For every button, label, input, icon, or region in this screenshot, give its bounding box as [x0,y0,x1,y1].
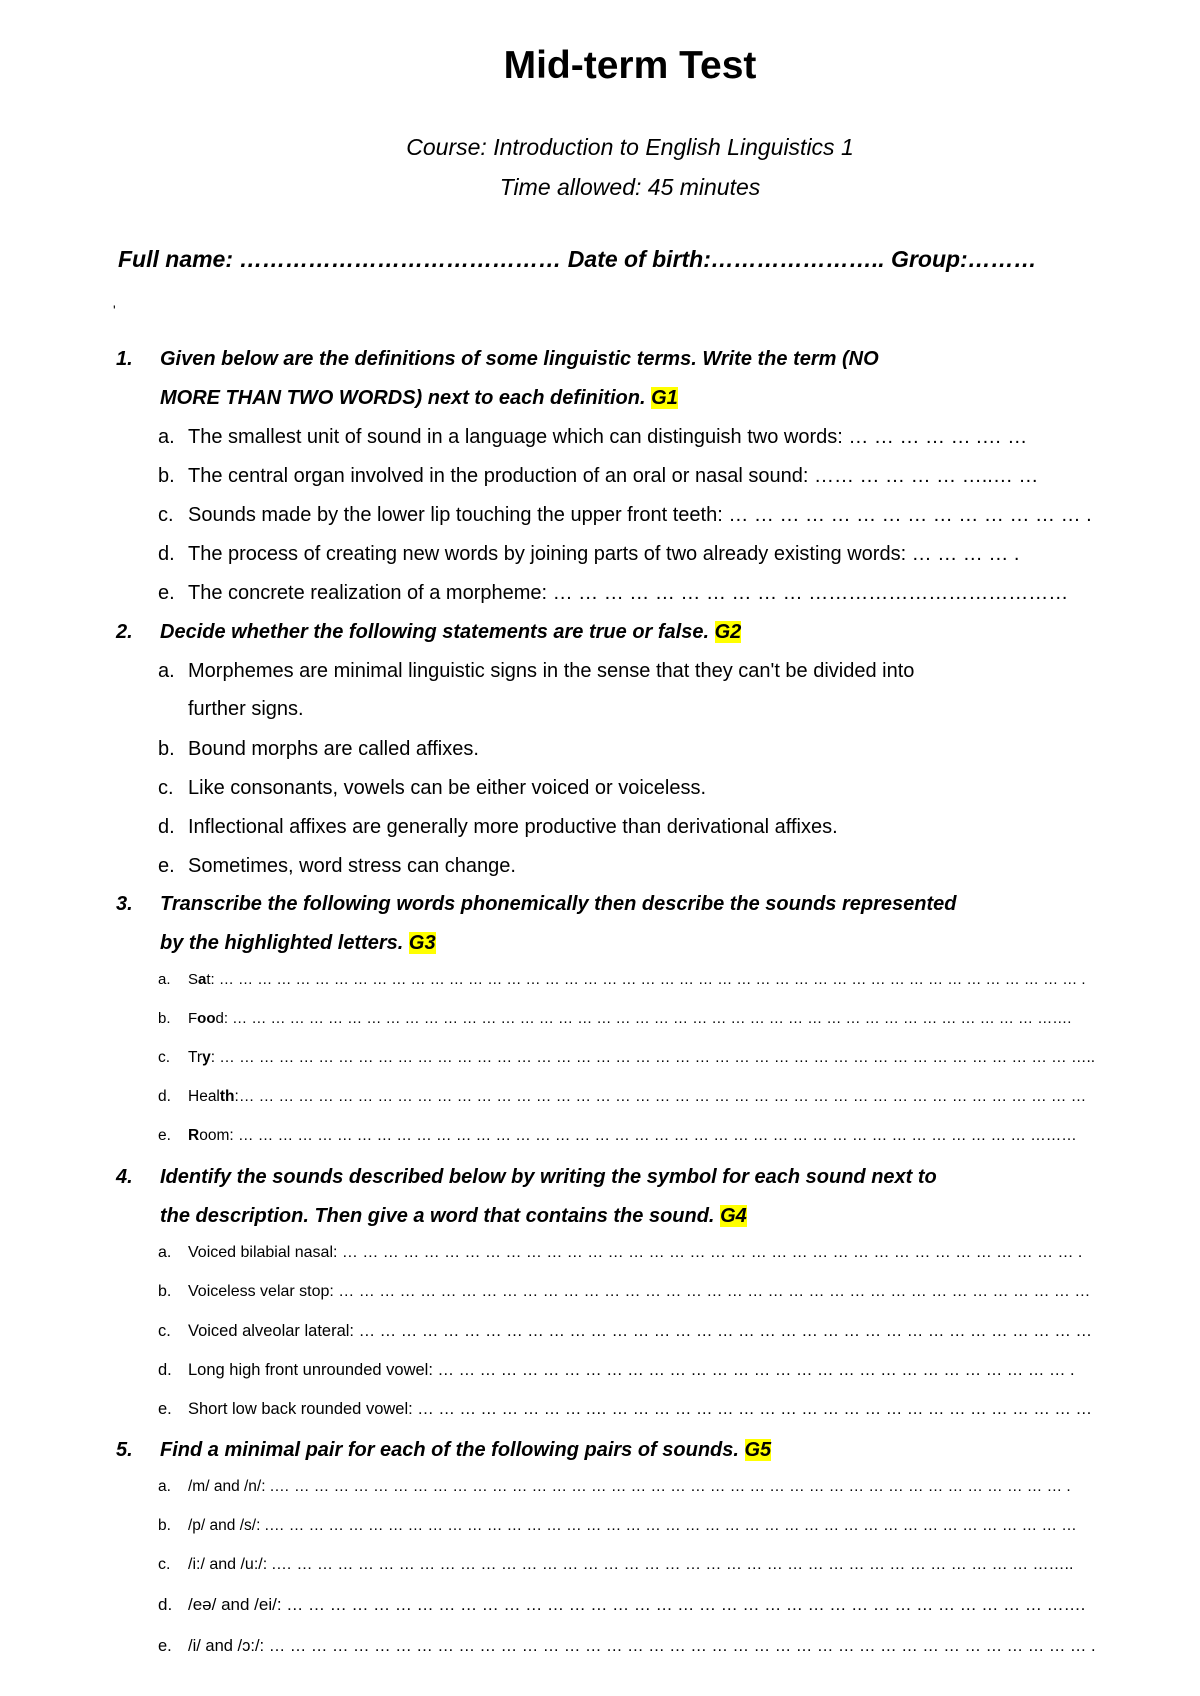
question-text: the description. Then give a word that contains the sound. [160,1205,715,1227]
group-tag: G2 [714,621,742,643]
group-tag: G3 [408,932,436,954]
highlighted-letters: R [188,1127,200,1144]
item-letter: a. [158,426,175,448]
question-number: 4. [116,1166,133,1188]
item-letter: c. [158,1556,171,1573]
q5-item-a [158,1478,1071,1496]
item-letter: b. [158,1010,171,1027]
q5-item-d [158,1595,1085,1615]
item-letter: e. [158,1400,172,1418]
item-text: /i:/ and /u:/: .… … … … … … … … … … … … … … … … … … … … … … … … … … … … … … … … … … … … … …….. [188,1556,1074,1573]
item-letter: c. [158,1322,171,1340]
q2-item-d [158,816,838,839]
student-info-fields: Full name: …………………………………… Date of birth:………………….. Group:……… [118,246,1037,272]
q1-item-d [158,543,1019,566]
highlighted-letters: a [198,971,207,988]
q1-item-b [158,465,1038,488]
q5-item-e [158,1637,1096,1656]
word-start: F [188,1010,198,1027]
item-text: Morphemes are minimal linguistic signs in the sense that they can't be divided into [188,660,915,682]
page-title: Mid-term Test [503,44,757,87]
q3-item-b [158,1010,1071,1027]
question-text: Decide whether the following statements are true or false. [160,621,710,643]
word-start: Heal [188,1088,220,1105]
item-letter: b. [158,465,175,487]
q2-item-e [158,855,516,878]
item-letter: b. [158,738,175,760]
stray-mark: ' [113,302,116,318]
course-line: Course: Introduction to English Linguistics 1 [406,134,854,160]
item-letter: e. [158,1637,172,1655]
item-letter: d. [158,543,175,565]
q1-item-a [158,426,1027,449]
q1-item-c [158,504,1092,527]
item-letter: c. [158,504,174,526]
group-tag: G1 [651,387,678,409]
question-number: 1. [116,348,133,370]
item-text: Voiceless velar stop: … … … … … … … … … … … … … … … … … … … … … … … … … … … … … … … … … … … … … [188,1283,1091,1300]
q3-item-e [158,1127,1077,1145]
answer-line: d: … … … … … … … … … … … … … … … … … … … … … … … … … … … … … … … … … … … … … … … … … … ……. [215,1010,1072,1027]
q2-item-c [158,777,706,800]
item-text: /i/ and /ɔ:/: … … … … … … … … … … … … … … … … … … … … … … … … … … … … … … … … … … … … … … … . [188,1637,1096,1655]
item-letter: a. [158,1478,171,1495]
item-text: Sounds made by the lower lip touching the upper front teeth: … … … … … … … … … … … … … … . [188,504,1092,526]
highlighted-letters: th [219,1088,235,1105]
group-tag: G5 [744,1439,772,1461]
item-text: Short low back rounded vowel: … … … … … … … … .… … … … … … … … … … … … … … … … … … … … … … … … [188,1400,1092,1418]
item-letter: e. [158,1127,171,1144]
item-letter: a. [158,660,175,682]
question-text: Identify the sounds described below by writing the symbol for each sound next to [160,1166,937,1188]
item-letter: c. [158,777,174,799]
item-letter: e. [158,855,175,877]
highlighted-letters: y [202,1049,211,1066]
item-text: Like consonants, vowels can be either voiced or voiceless. [188,777,707,799]
item-letter: d. [158,1088,171,1105]
item-text-continued: further signs. [188,698,304,720]
q4-item-e [158,1400,1092,1419]
answer-line: :… … … … … … … … … … … … … … … … … … … … … … … … … … … … … … … … … … … … … … … … … … … [234,1088,1087,1105]
question-text: MORE THAN TWO WORDS) next to each definition. [160,387,646,409]
item-letter: d. [158,1361,172,1379]
time-allowed-line: Time allowed: 45 minutes [499,174,761,200]
item-text: The process of creating new words by joining parts of two already existing words: … … … … . [188,543,1020,565]
q4-item-a [158,1244,1082,1262]
answer-line: oom: … … … … … … … … … … … … … … … … … … … … … … … … … … … … … … … … … … … … … … … … ……… [199,1127,1077,1144]
question-text: by the highlighted letters. [160,932,404,954]
item-letter: d. [158,1595,173,1614]
item-text: Inflectional affixes are generally more productive than derivational affixes. [188,816,838,838]
q3-item-d [158,1088,1086,1106]
q4-item-b [158,1283,1090,1301]
question-number: 3. [116,893,133,915]
item-letter: d. [158,816,175,838]
q5-item-c [158,1556,1073,1574]
q4-item-c [158,1322,1092,1341]
word-start: S [188,971,199,988]
item-text: Long high front unrounded vowel: … … … … … … … … … … … … … … … … … … … … … … … … … … … … … … . [188,1361,1075,1379]
q4-item-d [158,1361,1075,1380]
highlighted-letters: oo [197,1010,216,1027]
item-text: Bound morphs are called affixes. [188,738,479,760]
q2-item-a [158,660,915,720]
item-letter: a. [158,1244,172,1261]
item-letter: e. [158,582,175,604]
q5-item-b [158,1517,1077,1535]
item-text: The smallest unit of sound in a language which can distinguish two words: … … … … … .… … [188,426,1028,448]
q1-item-e [158,582,1068,605]
item-text: The concrete realization of a morpheme: … … … … … … … … … … ………………………………… [188,582,1069,604]
item-text: Voiced alveolar lateral: … … … … … … … … … … … … … … … … … … … … … … … … … … … … … … … … … … … [188,1322,1092,1340]
q3-item-c [158,1049,1095,1067]
question-text: Transcribe the following words phonemically then describe the sounds represented [160,893,957,915]
item-text: Voiced bilabial nasal: … … … … … … … … … … … … … … … … … … … … … … … … … … … … … … … … … … … … . [188,1244,1083,1261]
question-text: Find a minimal pair for each of the following pairs of sounds. [160,1439,739,1461]
item-text: Sometimes, word stress can change. [188,855,516,877]
item-text: The central organ involved in the production of an oral or nasal sound: …… … … … … …..… … [188,465,1039,487]
answer-line: t: … … … … … … … … … … … … … … … … … … … … … … … … … … … … … … … … … … … … … … … … … … … … … . [206,971,1086,988]
group-tag: G4 [720,1205,747,1227]
word-start: Tr [188,1049,203,1066]
item-letter: c. [158,1049,171,1066]
item-letter: a. [158,971,171,988]
question-number: 5. [116,1439,133,1461]
question-number: 2. [116,621,133,643]
q3-item-a [158,971,1086,988]
item-letter: b. [158,1517,171,1534]
q2-item-b [158,738,479,761]
question-text: Given below are the definitions of some linguistic terms. Write the term (NO [160,348,879,370]
item-text: /eə/ and /ei/: … … … … … … … … … … … … … … … … … … … … … … … … … … … … … … … … … … … ……. [188,1595,1086,1614]
item-text: /p/ and /s/: .… … … … … … … … … … … … … … … … … … … … … … … … … … … … … … … … … … … … … … … … … [188,1517,1077,1534]
answer-line: : … … … … … … … … … … … … … … … … … … … … … … … … … … … … … … … … … … … … … … … … … … … ….. [210,1049,1096,1066]
item-letter: b. [158,1283,172,1300]
item-text: /m/ and /n/: .… … … … … … … … … … … … … … … … … … … … … … … … … … … … … … … … … … … … … … … … . [188,1478,1071,1495]
